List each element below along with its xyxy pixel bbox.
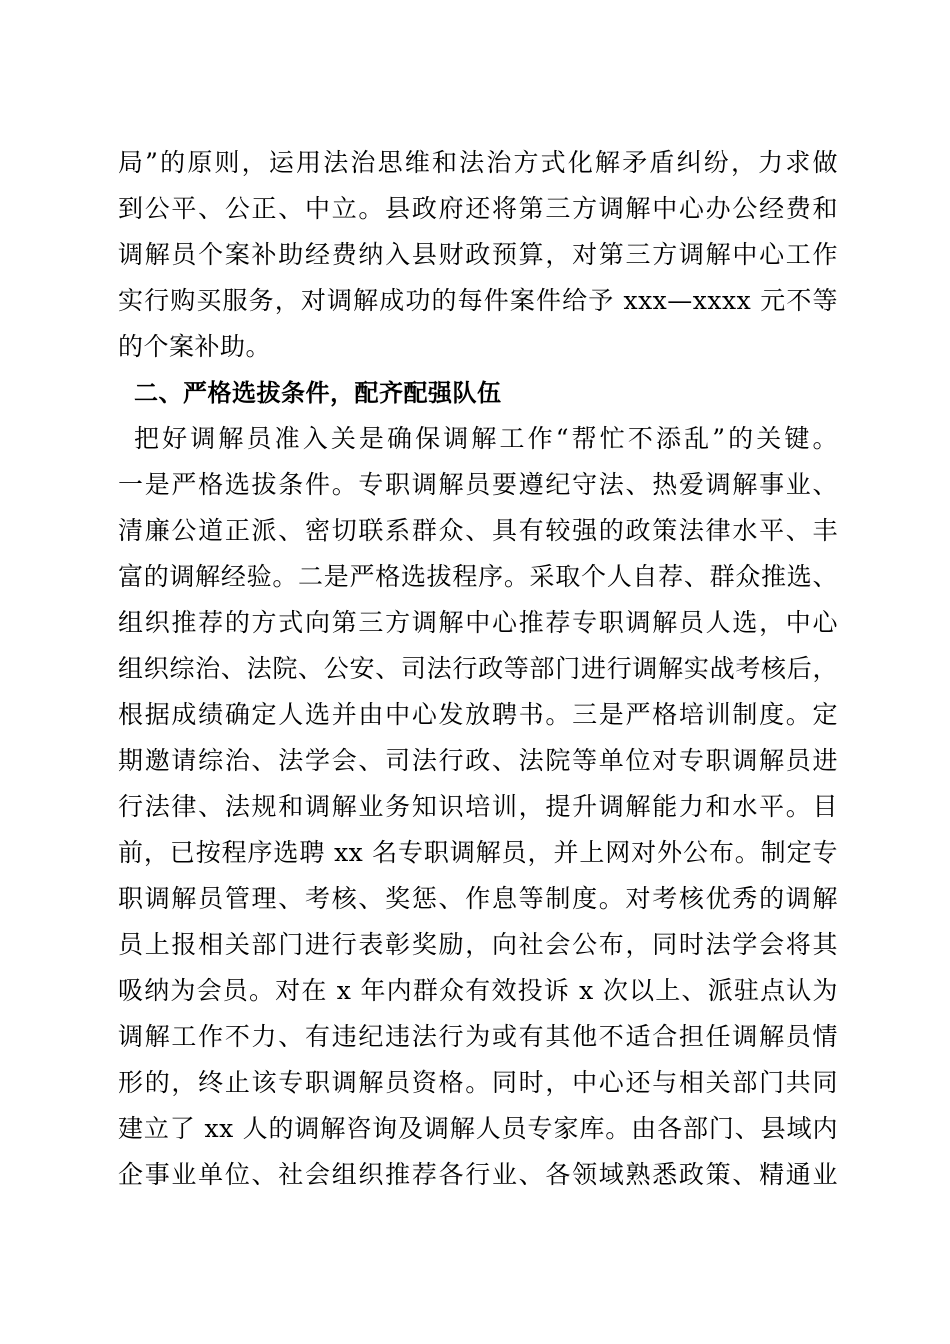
paragraph-line: 一是严格选拔条件。专职调解员要遵纪守法、热爱调解事业、 xyxy=(118,470,838,499)
paragraph-selection xyxy=(118,416,838,1198)
paragraph-line: 清廉公道正派、密切联系群众、具有较强的政策法律水平、丰 xyxy=(118,516,838,545)
document-body xyxy=(118,140,838,1198)
section-heading: 二、严格选拔条件，配齐配强队伍 xyxy=(134,379,502,407)
paragraph-line: 局”的原则，运用法治思维和法治方式化解矛盾纠纷，力求做 xyxy=(118,148,838,177)
paragraph-line: 建立了 xx 人的调解咨询及调解人员专家库。由各部门、县域内 xyxy=(118,1114,838,1143)
paragraph-line: 实行购买服务，对调解成功的每件案件给予 xxx—xxxx 元不等 xyxy=(118,286,838,315)
paragraph-line: 吸纳为会员。对在 x 年内群众有效投诉 x 次以上、派驻点认为 xyxy=(118,976,838,1005)
paragraph-line: 形的，终止该专职调解员资格。同时，中心还与相关部门共同 xyxy=(118,1068,838,1097)
paragraph-line: 职调解员管理、考核、奖惩、作息等制度。对考核优秀的调解 xyxy=(118,884,838,913)
paragraph-line: 调解工作不力、有违纪违法行为或有其他不适合担任调解员情 xyxy=(118,1022,838,1051)
paragraph-line: 组织综治、法院、公安、司法行政等部门进行调解实战考核后， xyxy=(118,654,838,683)
paragraph-line: 把好调解员准入关是确保调解工作“帮忙不添乱”的关键。 xyxy=(134,424,838,453)
paragraph-principles xyxy=(118,140,838,370)
paragraph-line: 期邀请综治、法学会、司法行政、法院等单位对专职调解员进 xyxy=(118,746,838,775)
paragraph-line: 的个案补助。 xyxy=(118,332,272,361)
paragraph-line: 组织推荐的方式向第三方调解中心推荐专职调解员人选，中心 xyxy=(118,608,838,637)
paragraph-line: 富的调解经验。二是严格选拔程序。采取个人自荐、群众推选、 xyxy=(118,562,838,591)
paragraph-line: 前，已按程序选聘 xx 名专职调解员，并上网对外公布。制定专 xyxy=(118,838,838,867)
paragraph-line: 行法律、法规和调解业务知识培训，提升调解能力和水平。目 xyxy=(118,792,838,821)
paragraph-line: 企事业单位、社会组织推荐各行业、各领域熟悉政策、精通业 xyxy=(118,1160,838,1189)
paragraph-line: 调解员个案补助经费纳入县财政预算，对第三方调解中心工作 xyxy=(118,240,838,269)
paragraph-line: 员上报相关部门进行表彰奖励，向社会公布，同时法学会将其 xyxy=(118,930,838,959)
paragraph-line: 根据成绩确定人选并由中心发放聘书。三是严格培训制度。定 xyxy=(118,700,838,729)
paragraph-line: 到公平、公正、中立。县政府还将第三方调解中心办公经费和 xyxy=(118,194,838,223)
